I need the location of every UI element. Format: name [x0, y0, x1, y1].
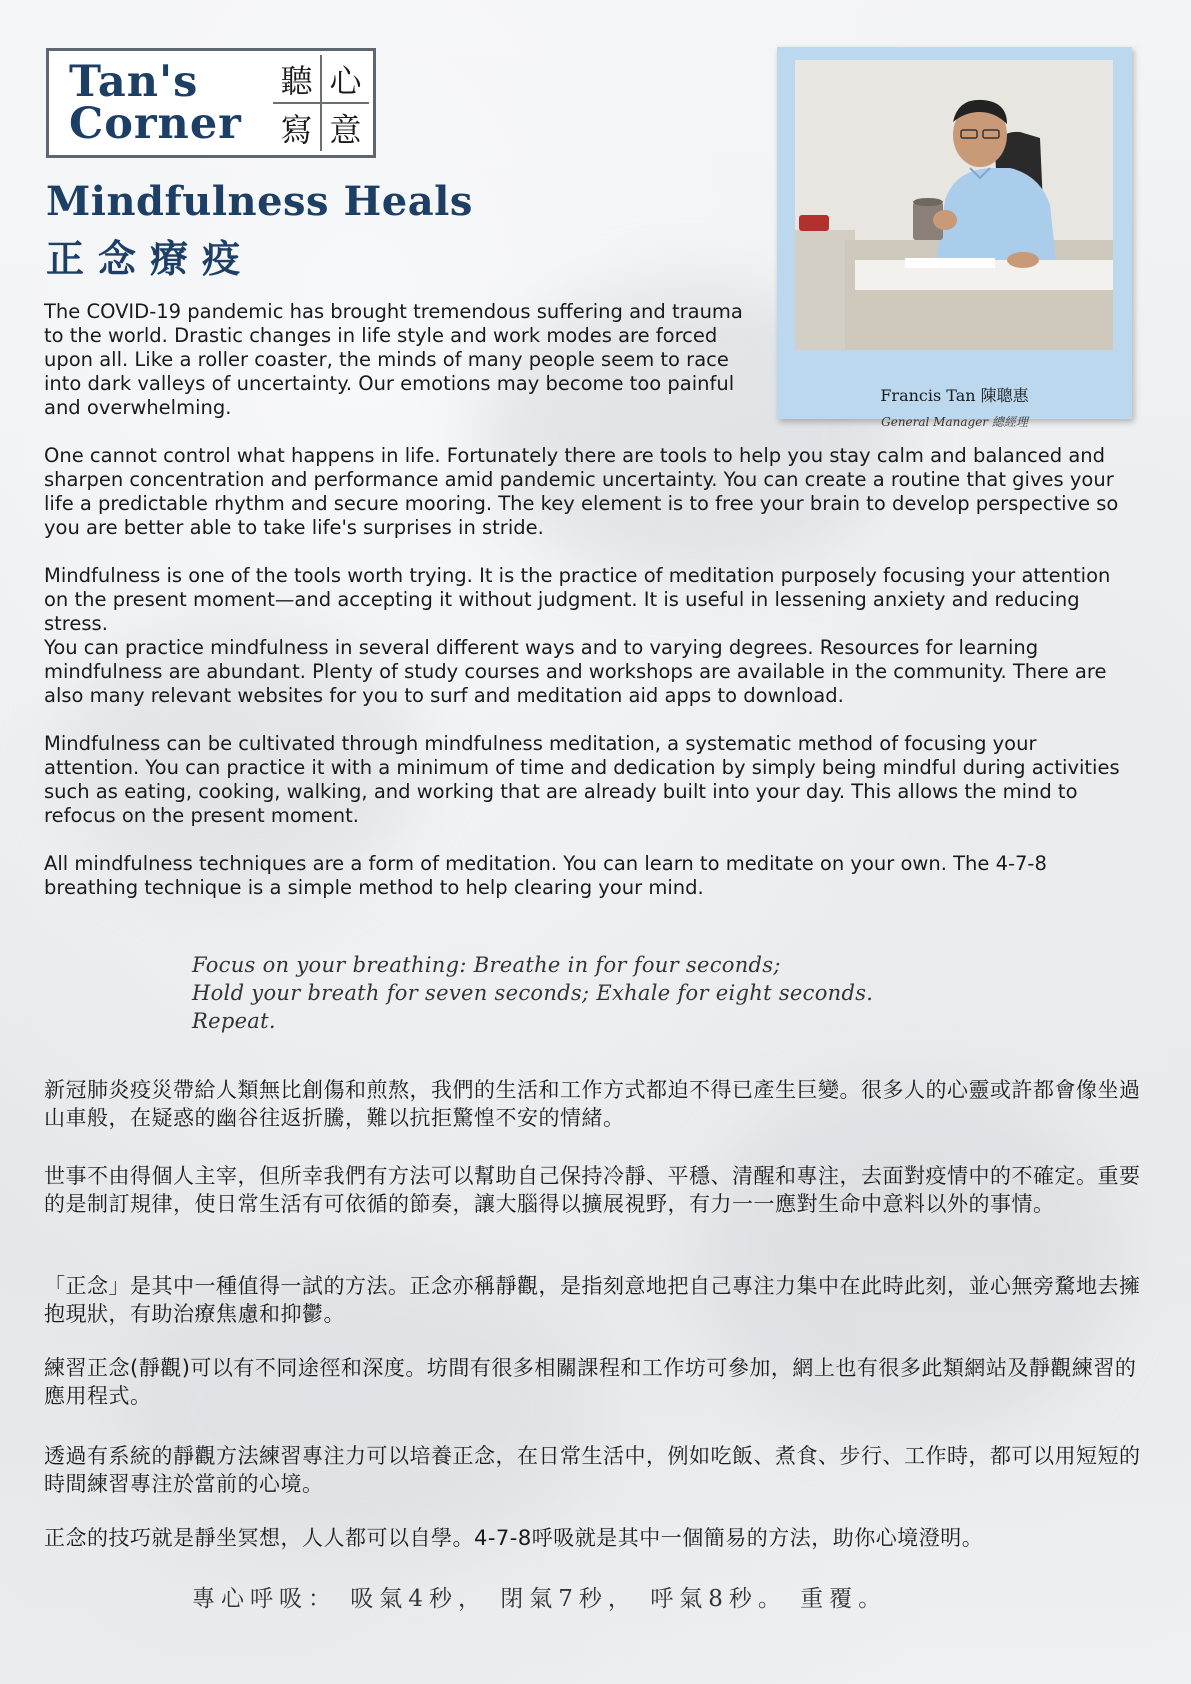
tans-corner-logo: [46, 48, 376, 158]
quote-line-3: Repeat.: [192, 1009, 276, 1033]
profile-card: [777, 47, 1132, 429]
english-paragraph-2: One cannot control what happens in life. Fortunately there are tools to help you stay calm and balanced and sharpen concentration and performance amid pandemic uncertainty. You can create a routine that gives your life a predictable rhythm and secure mooring. The key element is to free your brain to develop perspective so you are better able to take life's surprises in stride.: [44, 444, 1119, 539]
chinese-paragraph-6: 正念的技巧就是靜坐冥想，人人都可以自學。4-7-8呼吸就是其中一個簡易的方法，助你心境澄明。: [44, 1526, 984, 1550]
chinese-paragraph-4: 練習正念(靜觀)可以有不同途徑和深度。坊間有很多相關課程和工作坊可參加，網上也有很多此類網站及靜觀練習的應用程式。: [44, 1356, 1137, 1408]
chinese-paragraph-2: 世事不由得個人主宰，但所幸我們有方法可以幫助自己保持冷靜、平穩、清醒和專注，去面對疫情中的不確定。重要的是制訂規律，使日常生活有可依循的節奏，讓大腦得以擴展視野，有力一一應對生命中意料以外的事情。: [44, 1164, 1141, 1216]
logo-char: 意: [322, 104, 369, 151]
chinese-paragraph-3: 「正念」是其中一種值得一試的方法。正念亦稱靜觀，是指刻意地把自己專注力集中在此時此刻，並心無旁騖地去擁抱現狀，有助治療焦慮和抑鬱。: [44, 1274, 1141, 1326]
logo-line1: Tan's: [69, 57, 199, 107]
english-paragraph-4: You can practice mindfulness in several different ways and to varying degrees. Resources for learning mindfulness are abundant. Plenty of study courses and workshops are available in the community. There are also many relevant websites for you to surf and meditation aid apps to download.: [44, 636, 1107, 707]
english-paragraph-5: Mindfulness can be cultivated through mindfulness meditation, a systematic method of focusing your attention. You can practice it with a minimum of time and dedication by simply being mindful during activities such as eating, cooking, walking, and working that are already built into your day. This allows the mind to refocus on the present moment.: [44, 732, 1120, 827]
profile-name: Francis Tan 陳聰惠: [880, 386, 1029, 405]
logo-line2: Corner: [69, 99, 242, 149]
chinese-paragraph-1: 新冠肺炎疫災帶給人類無比創傷和煎熬，我們的生活和工作方式都迫不得已產生巨變。很多人的心靈或許都會像坐過山車般，在疑惑的幽谷往返折騰，難以抗拒驚惶不安的情緒。: [44, 1078, 1141, 1130]
breathing-quote-english: [192, 951, 992, 1035]
breathing-quote-chinese: 專心呼吸： 吸氣4秒， 閉氣7秒， 呼氣8秒。 重覆。: [192, 1586, 888, 1612]
profile-photo: [795, 60, 1113, 350]
logo-wordmark: [49, 51, 269, 155]
logo-chinese-grid: [273, 55, 369, 151]
logo-char: 寫: [273, 104, 320, 151]
page-title-chinese: 正念療疫: [46, 237, 255, 281]
english-paragraph-1: The COVID-19 pandemic has brought tremendous suffering and trauma to the world. Drastic changes in life style and work modes are forced upon all. Like a roller coaster, the minds of many people seem to race into dark valleys of uncertainty. Our emotions may become too painful and overwhelming.: [44, 300, 743, 419]
english-paragraph-6: All mindfulness techniques are a form of meditation. You can learn to meditate on your own. The 4-7-8 breathing technique is a simple method to help clearing your mind.: [44, 852, 1047, 899]
logo-char: 心: [322, 55, 369, 102]
page-title-english: Mindfulness Heals: [46, 178, 473, 225]
english-paragraph-3: Mindfulness is one of the tools worth trying. It is the practice of meditation purposely focusing your attention on the present moment—and accepting it without judgment. It is useful in lessening anxiety and reducing stress.: [44, 564, 1111, 635]
profile-role: General Manager 總經理: [881, 415, 1028, 429]
quote-line-2: Hold your breath for seven seconds; Exhale for eight seconds.: [192, 981, 874, 1005]
chinese-paragraph-5: 透過有系統的靜觀方法練習專注力可以培養正念，在日常生活中，例如吃飯、煮食、步行、工作時，都可以用短短的時間練習專注於當前的心境。: [44, 1444, 1141, 1496]
logo-char: 聽: [273, 55, 320, 102]
quote-line-1: Focus on your breathing: Breathe in for four seconds;: [192, 953, 781, 977]
